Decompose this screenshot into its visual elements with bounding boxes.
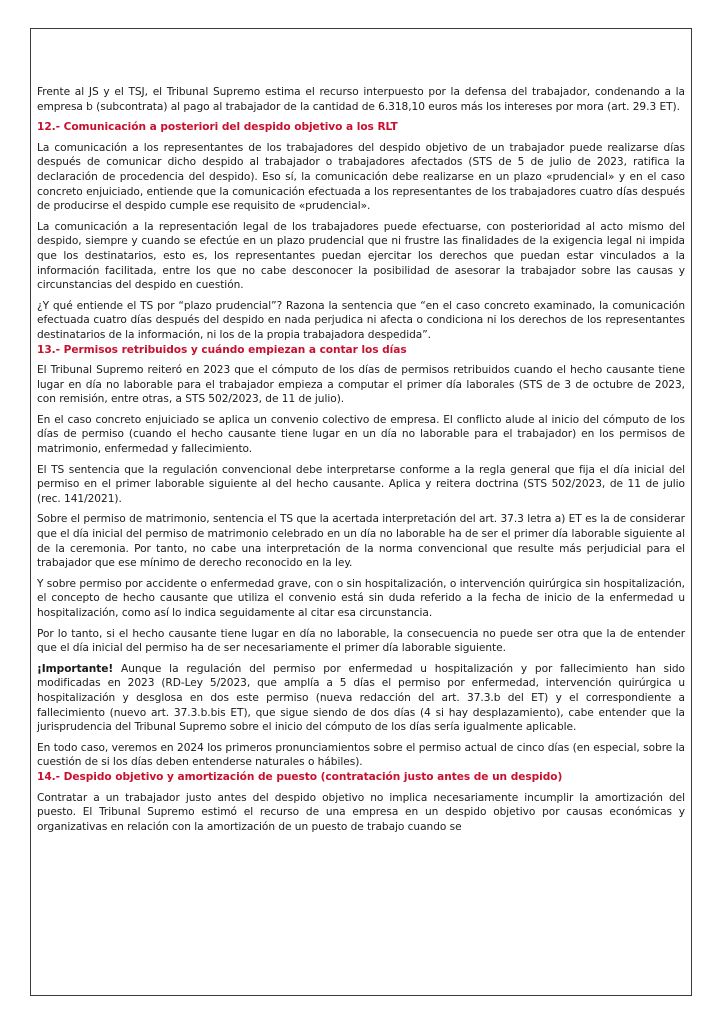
section-heading-12: 12.- Comunicación a posteriori del despido objetivo a los RLT (37, 121, 398, 134)
paragraph: Frente al JS y el TSJ, el Tribunal Supremo estima el recurso interpuesto por la defensa del trabajador, condenando a la empresa b (subcontrata) al pago al trabajador de la cantidad de 6.318,10 euros más los intereses por mora (art. 29.3 ET). (37, 86, 685, 113)
page-frame (30, 28, 692, 996)
paragraph: Sobre el permiso de matrimonio, sentencia el TS que la acertada interpretación del art. 37.3 letra a) ET es la de considerar que el día inicial del permiso de matrimonio celebrado en un día no laborable ha de ser el primer día laborable siguiente al de la ceremonia. Por tanto, no cabe una interpretación de la norma convencional que resulte más perjudicial para el trabajador que ese mínimo de derecho reconocido en la ley. (37, 513, 685, 570)
paragraph: Por lo tanto, si el hecho causante tiene lugar en día no laborable, la consecuencia no puede ser otra que la de entender que el día inicial del permiso ha de ser necesariamente el primer día laborable siguiente. (37, 627, 685, 655)
paragraph: Y sobre permiso por accidente o enfermedad grave, con o sin hospitalización, o intervención quirúrgica sin hospitalización, el concepto de hecho causante que utiliza el convenio está sin duda referido a la fecha de inicio de la enfermedad u hospitalización, como así lo indica seguidamente al citar esa circunstancia. (37, 577, 685, 619)
paragraph: Contratar a un trabajador justo antes del despido objetivo no implica necesariamente incumplir la amortización del puesto. El Tribunal Supremo estimó el recurso de una empresa en un despido objetivo por causas económicas y organizativas en relación con la amortización de un puesto de trabajo cuando se (37, 791, 685, 833)
paragraph: En todo caso, veremos en 2024 los primeros pronunciamientos sobre el permiso actual de cinco días (en especial, sobre la cuestión de si los días deben entenderse naturales o hábiles). (37, 741, 685, 769)
paragraph: El TS sentencia que la regulación convencional debe interpretarse conforme a la regla general que fija el día inicial del permiso en el primer laborable siguiente al del hecho causante. Aplica y reitera doctrina (STS 502/2023, de 11 de julio (rec. 141/2021). (37, 463, 685, 505)
important-label: ¡Importante! (37, 662, 114, 675)
section-heading-13: 13.- Permisos retribuidos y cuándo empiezan a contar los días (37, 343, 407, 356)
paragraph: En el caso concreto enjuiciado se aplica un convenio colectivo de empresa. El conflicto alude al inicio del cómputo de los días de permiso (cuando el hecho causante tiene lugar en un día no laborable para el trabajador) en los permisos de matrimonio, enfermedad y fallecimiento. (37, 413, 685, 456)
important-text: Aunque la regulación del permiso por enfermedad u hospitalización y por fallecimiento han sido modificadas en 2023 (RD-Ley 5/2023, que amplía a 5 días el permiso por enfermedad, intervención quirúrgica u hospitalización y desglosa en dos este permiso (nueva redacción del art. 37.3.b del ET) y el correspondiente a fallecimiento (nuevo art. 37.3.b.bis ET), que sigue siendo de dos días (4 si hay desplazamiento), cabe entender que la jurisprudencia del Tribunal Supremo sobre el inicio del cómputo de los días sería igualmente aplicable. (37, 662, 685, 734)
important-paragraph (37, 662, 685, 735)
section-heading-14: 14.- Despido objetivo y amortización de puesto (contratación justo antes de un despido) (37, 770, 563, 783)
paragraph: La comunicación a la representación legal de los trabajadores puede efectuarse, con posterioridad al acto mismo del despido, siempre y cuando se efectúe en un plazo prudencial que ni frustre las finalidades de la exigencia legal ni impida que los destinatarios, esto es, los representantes puedan ejercitar los derechos que puedan estar vinculados a la información facilitada, entre los que no cabe desconocer la posibilidad de asesorar la trabajador sobre las causas y circunstancias del despido en cuestión. (37, 220, 685, 292)
paragraph: ¿Y qué entiende el TS por “plazo prudencial”? Razona la sentencia que “en el caso concreto examinado, la comunicación efectuada cuatro días después del despido en nada perjudica ni afecta o condiciona ni los derechos de los representantes destinatarios de la información, ni los de la propia trabajadora despedida”. (37, 299, 685, 341)
paragraph: La comunicación a los representantes de los trabajadores del despido objetivo de un trabajador puede realizarse días después de comunicar dicho despido al trabajador o trabajadores afectados (STS de 5 de julio de 2023, ratifica la declaración de procedencia del despido). Eso sí, la comunicación debe realizarse en un plazo «prudencial» y en el caso concreto enjuiciado, entiende que la comunicación efectuada a los representantes de los trabajadores cuatro días después de producirse el despido cumple ese requisito de «prudencial». (37, 141, 685, 213)
paragraph: El Tribunal Supremo reiteró en 2023 que el cómputo de los días de permisos retribuidos cuando el hecho causante tiene lugar en día no laborable para el trabajador empieza a computar el primer día laborales (STS de 3 de octubre de 2023, con remisión, entre otras, a STS 502/2023, de 11 de julio). (37, 364, 685, 406)
document-body (37, 85, 685, 840)
